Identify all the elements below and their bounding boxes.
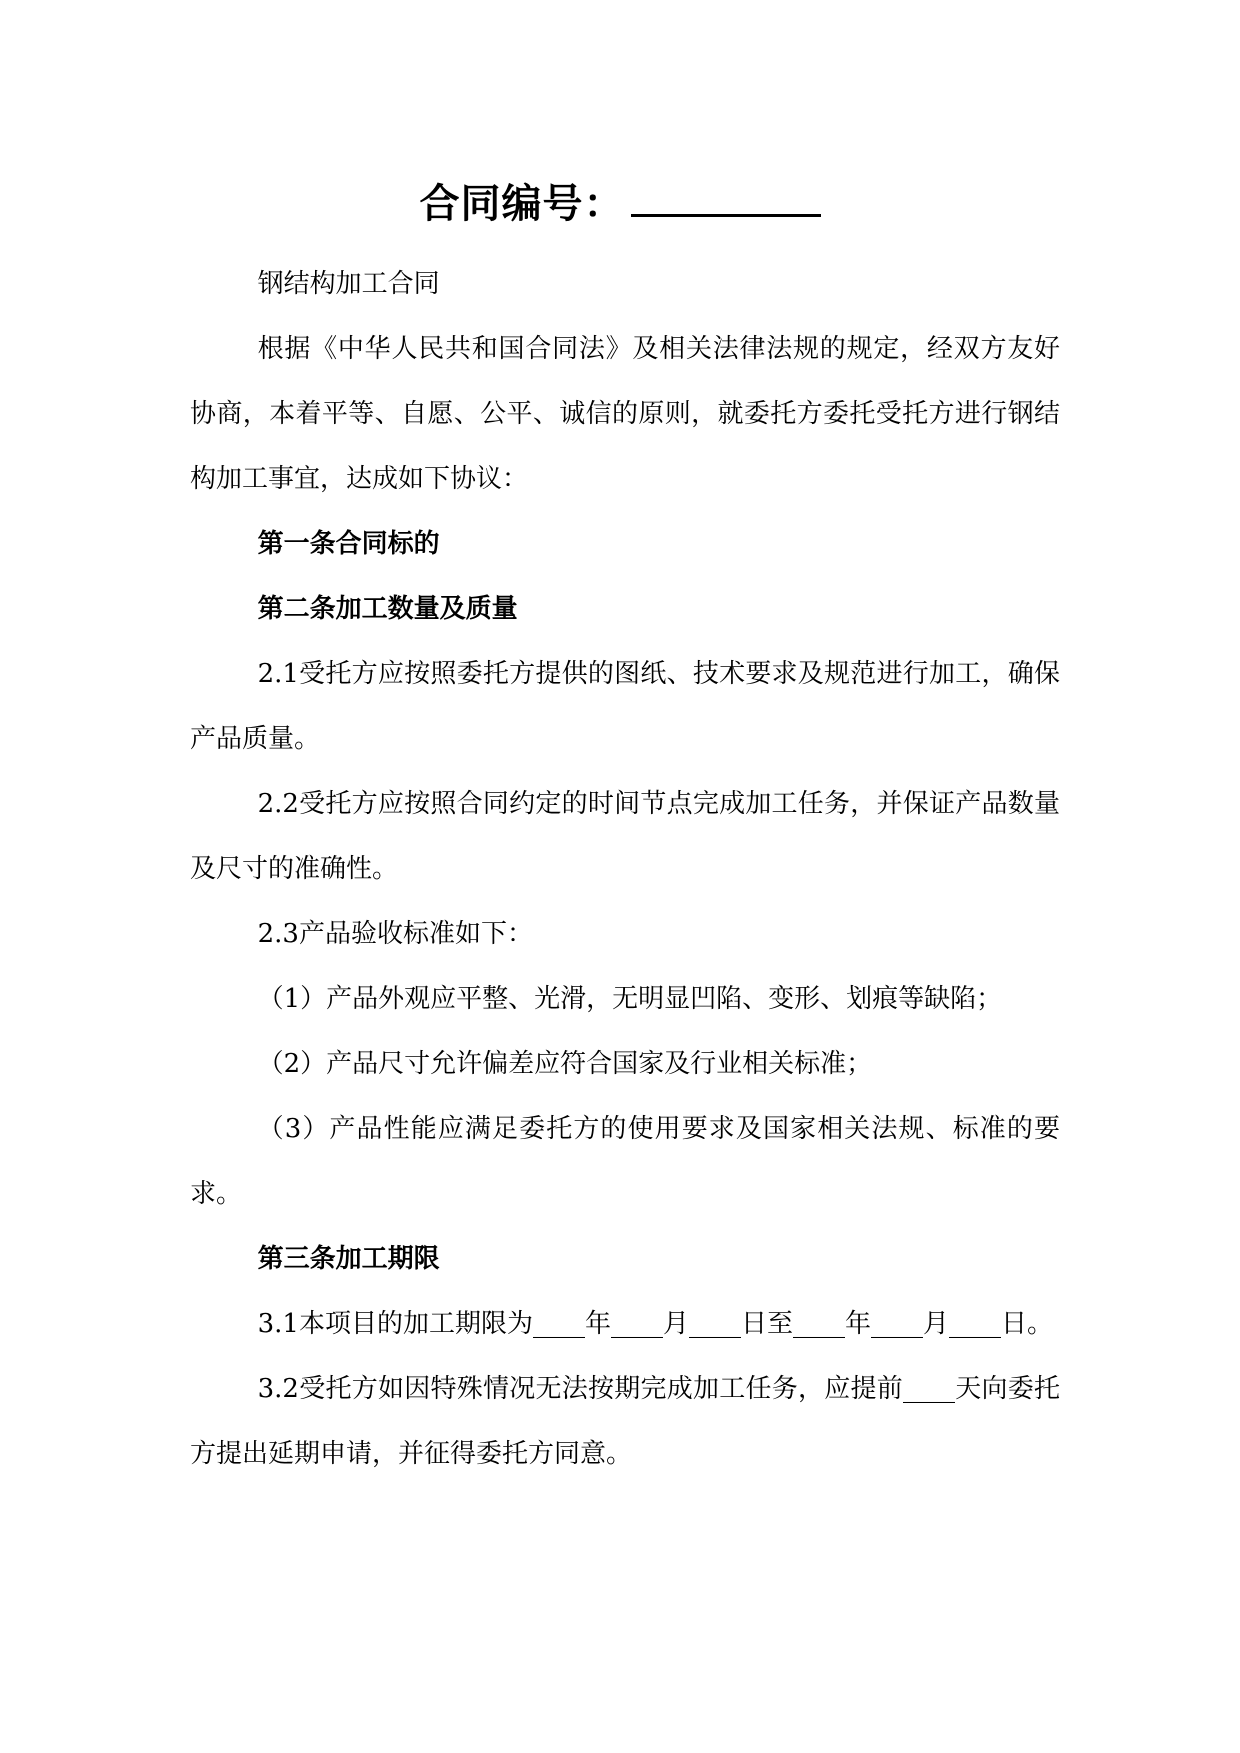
article-2-heading: 第二条加工数量及质量 xyxy=(257,594,518,624)
clause-2-2: 2.2受托方应按照合同约定的时间节点完成加工任务，并保证产品数量及尺寸的准确性。 xyxy=(190,789,1060,884)
contract-number-label: 合同编号： xyxy=(419,181,625,227)
clause-2-3-item-1: （1）产品外观应平整、光滑，无明显凹陷、变形、划痕等缺陷； xyxy=(257,984,1003,1014)
contract-number-blank xyxy=(631,170,821,217)
article-3-heading: 第三条加工期限 xyxy=(257,1244,440,1274)
clause-2-3-item-2: （2）产品尺寸允许偏差应符合国家及行业相关标准； xyxy=(257,1049,873,1079)
article-1-heading: 第一条合同标的 xyxy=(257,529,440,559)
intro-paragraph: 根据《中华人民共和国合同法》及相关法律法规的规定，经双方友好协商，本着平等、自愿、公平、诚信的原则，就委托方委托受托方进行钢结构加工事宜，达成如下协议： xyxy=(190,334,1060,494)
clause-2-1: 2.1受托方应按照委托方提供的图纸、技术要求及规范进行加工，确保产品质量。 xyxy=(190,659,1060,754)
document-body xyxy=(190,252,1060,1487)
clause-3-1: 3.1本项目的加工期限为____年____月____日至____年____月____日。 xyxy=(257,1309,1053,1339)
clause-3-2: 3.2受托方如因特殊情况无法按期完成加工任务，应提前____天向委托方提出延期申请，并征得委托方同意。 xyxy=(190,1374,1060,1469)
contract-number-heading xyxy=(0,170,1240,234)
clause-2-3: 2.3产品验收标准如下： xyxy=(257,919,533,949)
document-subtitle: 钢结构加工合同 xyxy=(257,269,440,299)
clause-2-3-item-3: （3）产品性能应满足委托方的使用要求及国家相关法规、标准的要求。 xyxy=(190,1114,1060,1209)
